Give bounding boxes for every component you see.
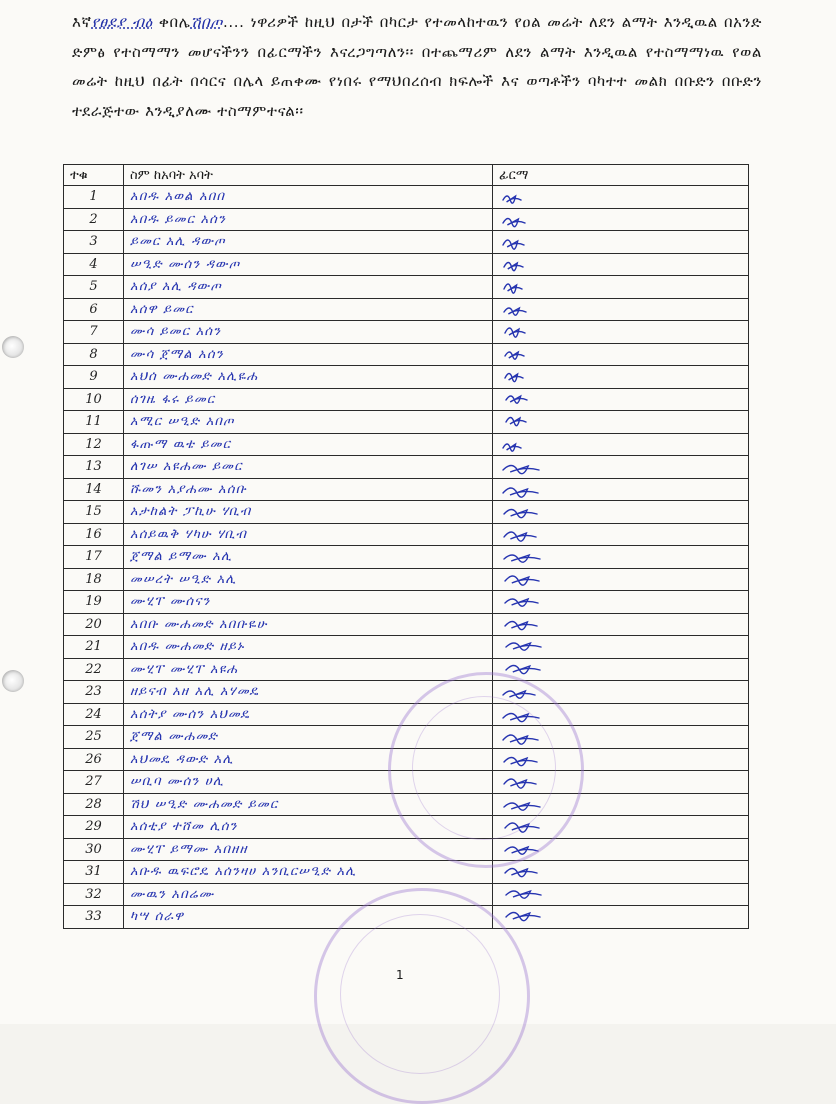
row-name: ጀማል ሙሐመድ bbox=[124, 726, 493, 749]
table-row bbox=[64, 388, 749, 411]
row-signature bbox=[493, 343, 749, 366]
intro-body: ነዋሪዎች ከዚህ በታች በካርታ የተመላከተዉን የዐል መሬት ለደን ልማት እንዲዉል በአንድ ድምፅ የተስማማን መሆናችንን በፊርማችን እናረጋግጣለን፡፡ በተጨማሪም ለደን ልማት እንዲዉል የተስማማነዉ የወል መሬት ከዚህ በፊት በሳርና በሌላ ይጠቀሙ የነበሩ የማህበረሰብ ክፍሎች እና ወጣቶችን ባካተተ መልክ በቡድን በቡድን ተደራጅተው እንዲያለሙ ተስማምተናል፡፡ bbox=[72, 13, 762, 120]
row-number: 14 bbox=[64, 478, 124, 501]
row-name: አሰዋ ይመር bbox=[124, 298, 493, 321]
row-number: 23 bbox=[64, 681, 124, 704]
row-signature bbox=[493, 568, 749, 591]
row-name: ሙሂፐ ሙሰናን bbox=[124, 591, 493, 614]
signature-scribble-icon bbox=[499, 344, 699, 365]
row-name: ጀማል ይማሙ አሊ bbox=[124, 546, 493, 569]
table-row bbox=[64, 478, 749, 501]
row-signature bbox=[493, 546, 749, 569]
row-number: 3 bbox=[64, 231, 124, 254]
table-row bbox=[64, 366, 749, 389]
row-number: 25 bbox=[64, 726, 124, 749]
signature-scribble-icon bbox=[499, 614, 699, 635]
page-number: 1 bbox=[396, 968, 404, 982]
row-name: አህመዴ ዳውድ አሊ bbox=[124, 748, 493, 771]
signature-scribble-icon bbox=[499, 501, 699, 522]
row-name: ሙሂፐ ይማሙ አበዘዘ bbox=[124, 838, 493, 861]
signature-scribble-icon bbox=[499, 411, 699, 432]
row-signature bbox=[493, 906, 749, 929]
table-row bbox=[64, 591, 749, 614]
row-name: አህሰ ሙሐመድ አሊዬሐ bbox=[124, 366, 493, 389]
header-number: ተቁ bbox=[64, 165, 124, 186]
row-name: ካሣ ሰራዋ bbox=[124, 906, 493, 929]
row-signature bbox=[493, 523, 749, 546]
row-name: ዘይናብ አዘ አሊ አሃመዴ bbox=[124, 681, 493, 704]
row-signature bbox=[493, 478, 749, 501]
row-signature bbox=[493, 636, 749, 659]
table-row bbox=[64, 186, 749, 209]
row-signature bbox=[493, 321, 749, 344]
row-number: 20 bbox=[64, 613, 124, 636]
row-name: ይመር አሊ ዳውጦ bbox=[124, 231, 493, 254]
row-name: አሰቲያ ተሸመ ሊሰን bbox=[124, 816, 493, 839]
handwritten-kebele: ሽበጦ bbox=[190, 13, 223, 31]
row-name: አበዱ ይመር አሰን bbox=[124, 208, 493, 231]
row-number: 31 bbox=[64, 861, 124, 884]
row-signature bbox=[493, 456, 749, 479]
row-signature bbox=[493, 658, 749, 681]
intro-prefix: እኛ bbox=[72, 13, 92, 31]
row-number: 8 bbox=[64, 343, 124, 366]
header-name: ስም ከአባት አባት bbox=[124, 165, 493, 186]
punch-hole-top bbox=[2, 336, 24, 358]
official-stamp-bottom-inner bbox=[340, 914, 500, 1074]
signature-scribble-icon bbox=[499, 906, 699, 927]
row-number: 16 bbox=[64, 523, 124, 546]
row-name: አሰያ አሊ ዳውጦ bbox=[124, 276, 493, 299]
row-signature bbox=[493, 186, 749, 209]
row-signature bbox=[493, 253, 749, 276]
row-number: 32 bbox=[64, 883, 124, 906]
row-name: አበዱ አወል አበበ bbox=[124, 186, 493, 209]
kebele-label: ቀበሌ bbox=[158, 13, 191, 31]
signature-scribble-icon bbox=[499, 861, 699, 882]
table-row bbox=[64, 501, 749, 524]
row-number: 19 bbox=[64, 591, 124, 614]
table-row bbox=[64, 456, 749, 479]
row-name: ሠዒድ ሙሰን ዳውጦ bbox=[124, 253, 493, 276]
signature-scribble-icon bbox=[499, 366, 699, 387]
row-name: ሙሳ ይመር አሰን bbox=[124, 321, 493, 344]
table-row bbox=[64, 276, 749, 299]
row-number: 21 bbox=[64, 636, 124, 659]
row-signature bbox=[493, 883, 749, 906]
row-number: 1 bbox=[64, 186, 124, 209]
table-row bbox=[64, 613, 749, 636]
table-row bbox=[64, 568, 749, 591]
row-name: ፋጡማ ዉቴ ይመር bbox=[124, 433, 493, 456]
table-row bbox=[64, 343, 749, 366]
row-signature bbox=[493, 411, 749, 434]
header-signature: ፊርማ bbox=[493, 165, 749, 186]
intro-paragraph bbox=[72, 8, 762, 126]
row-name: ሹመን አያሐሙ አሰቡ bbox=[124, 478, 493, 501]
row-name: አሰይዉቅ ሃካሁ ሃቢብ bbox=[124, 523, 493, 546]
row-signature bbox=[493, 298, 749, 321]
row-number: 10 bbox=[64, 388, 124, 411]
row-signature bbox=[493, 591, 749, 614]
table-row bbox=[64, 838, 749, 861]
row-name: መሠረት ሠዒድ አሊ bbox=[124, 568, 493, 591]
signature-scribble-icon bbox=[499, 569, 699, 590]
row-signature bbox=[493, 613, 749, 636]
row-number: 30 bbox=[64, 838, 124, 861]
signature-scribble-icon bbox=[499, 659, 699, 680]
table-row bbox=[64, 231, 749, 254]
row-number: 29 bbox=[64, 816, 124, 839]
row-number: 9 bbox=[64, 366, 124, 389]
row-number: 13 bbox=[64, 456, 124, 479]
table-row bbox=[64, 658, 749, 681]
row-number: 33 bbox=[64, 906, 124, 929]
table-row bbox=[64, 433, 749, 456]
row-name: አበቡ ሙሐመድ አበቡዬሁ bbox=[124, 613, 493, 636]
row-name: ሙሳ ጀማል አሰን bbox=[124, 343, 493, 366]
row-number: 12 bbox=[64, 433, 124, 456]
table-row bbox=[64, 636, 749, 659]
row-number: 7 bbox=[64, 321, 124, 344]
row-number: 18 bbox=[64, 568, 124, 591]
row-number: 28 bbox=[64, 793, 124, 816]
row-name: ሙዉን አበሬሙ bbox=[124, 883, 493, 906]
row-name: አታከልት ፓኪሁ ሃቢብ bbox=[124, 501, 493, 524]
dotted-leader: .... bbox=[222, 13, 245, 31]
row-name: አቡዱ ዉፍሮዴ አሰንዛሀ አንቢርሠዒድ አሊ bbox=[124, 861, 493, 884]
row-name: ሠቢባ ሙሰን ሀሊ bbox=[124, 771, 493, 794]
row-name: አሰትያ ሙሰን አህመዴ bbox=[124, 703, 493, 726]
row-signature bbox=[493, 501, 749, 524]
row-name: ሽህ ሠዒድ ሙሐመድ ይመር bbox=[124, 793, 493, 816]
table-row bbox=[64, 298, 749, 321]
row-signature bbox=[493, 388, 749, 411]
row-number: 2 bbox=[64, 208, 124, 231]
official-stamp-left-inner bbox=[412, 696, 556, 840]
row-number: 6 bbox=[64, 298, 124, 321]
row-signature bbox=[493, 366, 749, 389]
table-row bbox=[64, 523, 749, 546]
signature-scribble-icon bbox=[499, 636, 699, 657]
row-number: 11 bbox=[64, 411, 124, 434]
row-number: 4 bbox=[64, 253, 124, 276]
row-signature bbox=[493, 276, 749, 299]
row-name: አሚር ሠዒድ አበጦ bbox=[124, 411, 493, 434]
row-number: 15 bbox=[64, 501, 124, 524]
signature-scribble-icon bbox=[499, 546, 699, 567]
signature-scribble-icon bbox=[499, 524, 699, 545]
signature-scribble-icon bbox=[499, 186, 699, 207]
row-number: 24 bbox=[64, 703, 124, 726]
punch-hole-bottom bbox=[2, 670, 24, 692]
signature-scribble-icon bbox=[499, 434, 699, 455]
signature-scribble-icon bbox=[499, 276, 699, 297]
signature-scribble-icon bbox=[499, 479, 699, 500]
row-number: 17 bbox=[64, 546, 124, 569]
table-row bbox=[64, 546, 749, 569]
signature-scribble-icon bbox=[499, 299, 699, 320]
table-row bbox=[64, 861, 749, 884]
row-signature bbox=[493, 861, 749, 884]
signature-scribble-icon bbox=[499, 884, 699, 905]
table-row bbox=[64, 681, 749, 704]
row-name: አበዱ ሙሐመድ ዘይኑ bbox=[124, 636, 493, 659]
row-signature bbox=[493, 231, 749, 254]
signature-scribble-icon bbox=[499, 231, 699, 252]
signature-scribble-icon bbox=[499, 209, 699, 230]
row-number: 5 bbox=[64, 276, 124, 299]
row-signature bbox=[493, 208, 749, 231]
row-signature bbox=[493, 433, 749, 456]
signature-scribble-icon bbox=[499, 456, 699, 477]
table-row bbox=[64, 208, 749, 231]
row-number: 26 bbox=[64, 748, 124, 771]
table-header-row bbox=[64, 165, 749, 186]
signature-scribble-icon bbox=[499, 254, 699, 275]
row-number: 27 bbox=[64, 771, 124, 794]
handwritten-place: የፀደያ ብዕ bbox=[91, 13, 153, 31]
signature-scribble-icon bbox=[499, 591, 699, 612]
row-name: ሙሂፐ ሙሂፐ አዩሐ bbox=[124, 658, 493, 681]
row-name: ሰገዜ ፋሩ ይመር bbox=[124, 388, 493, 411]
row-number: 22 bbox=[64, 658, 124, 681]
signature-scribble-icon bbox=[499, 321, 699, 342]
row-name: ለገሠ አዩሐሙ ይመር bbox=[124, 456, 493, 479]
table-row bbox=[64, 253, 749, 276]
table-row bbox=[64, 321, 749, 344]
signature-scribble-icon bbox=[499, 389, 699, 410]
table-row bbox=[64, 411, 749, 434]
